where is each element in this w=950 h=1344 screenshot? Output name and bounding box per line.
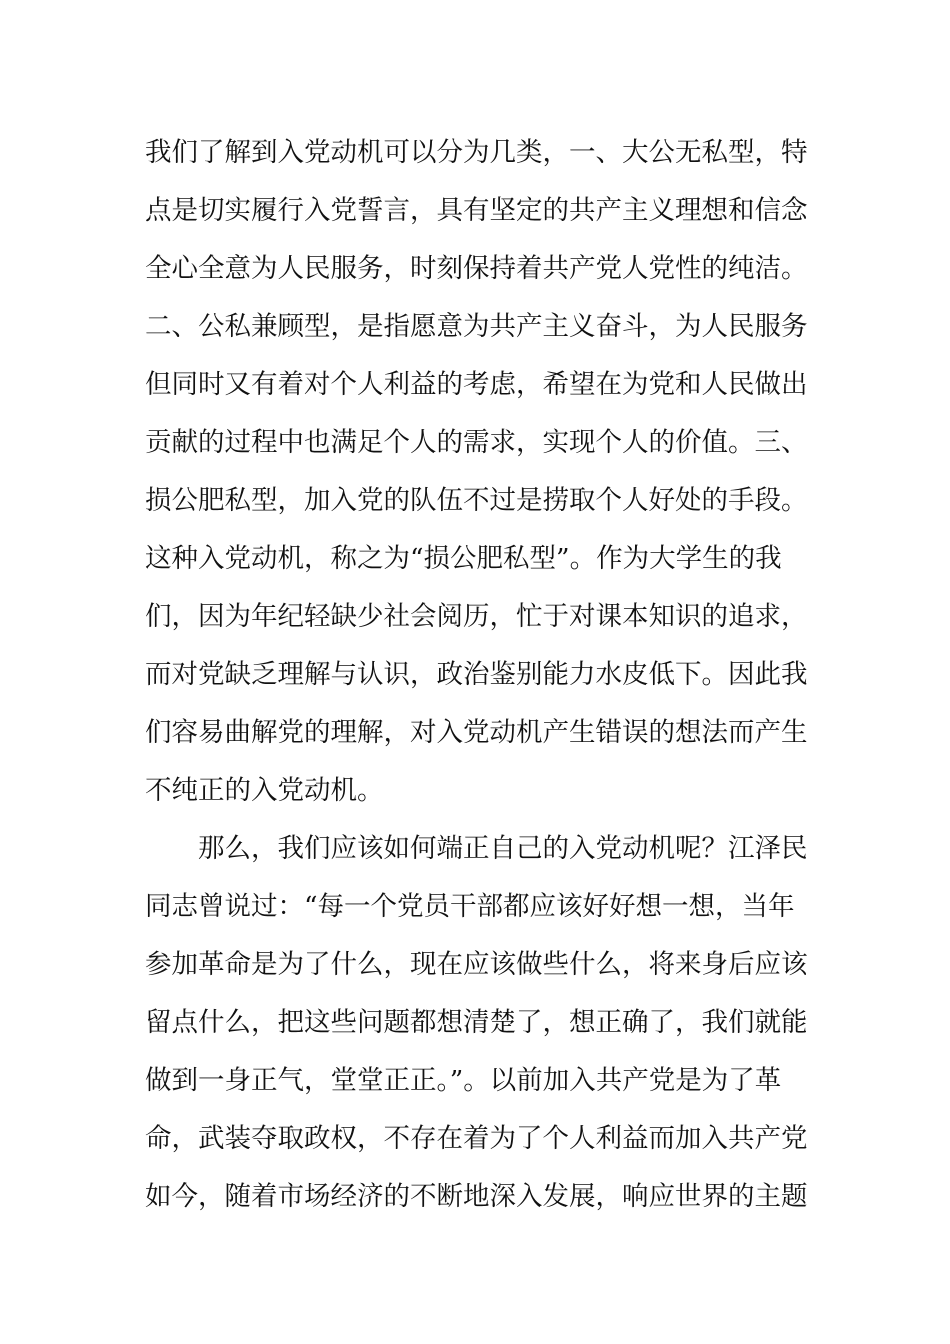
text-line: 命，武装夺取政权，不存在着为了个人利益而加入共产党 (145, 1123, 808, 1154)
text-line: 同志曾说过：“每一个党员干部都应该好好想一想，当年 (145, 891, 795, 922)
text-line: 如今，随着市场经济的不断地深入发展，响应世界的主题 (145, 1181, 808, 1212)
paragraph-start-line: 那么，我们应该如何端正自己的入党动机呢？江泽民 (198, 833, 808, 864)
text-line: 而对党缺乏理解与认识，政治鉴别能力水皮低下。因此我 (145, 659, 808, 690)
text-line: 点是切实履行入党誓言，具有坚定的共产主义理想和信念 (145, 195, 808, 226)
text-line: 们容易曲解党的理解，对入党动机产生错误的想法而产生 (145, 717, 808, 748)
text-line: 不纯正的入党动机。 (145, 775, 384, 806)
text-line: 们，因为年纪轻缺少社会阅历，忙于对课本知识的追求， (145, 601, 808, 632)
text-line: 全心全意为人民服务，时刻保持着共产党人党性的纯洁。 (145, 253, 808, 284)
text-line: 做到一身正气，堂堂正正。”。以前加入共产党是为了革 (145, 1065, 782, 1096)
text-line: 损公肥私型，加入党的队伍不过是捞取个人好处的手段。 (145, 485, 808, 516)
text-line: 这种入党动机，称之为“损公肥私型”。作为大学生的我 (145, 543, 782, 574)
text-line: 我们了解到入党动机可以分为几类，一、大公无私型，特 (145, 137, 808, 168)
body-text (145, 131, 815, 1233)
text-line: 留点什么，把这些问题都想清楚了，想正确了，我们就能 (145, 1007, 808, 1038)
text-line: 贡献的过程中也满足个人的需求，实现个人的价值。三、 (145, 427, 808, 458)
text-line: 二、公私兼顾型，是指愿意为共产主义奋斗，为人民服务 (145, 311, 808, 342)
text-line: 参加革命是为了什么，现在应该做些什么，将来身后应该 (145, 949, 808, 980)
text-line: 但同时又有着对个人利益的考虑，希望在为党和人民做出 (145, 369, 808, 400)
